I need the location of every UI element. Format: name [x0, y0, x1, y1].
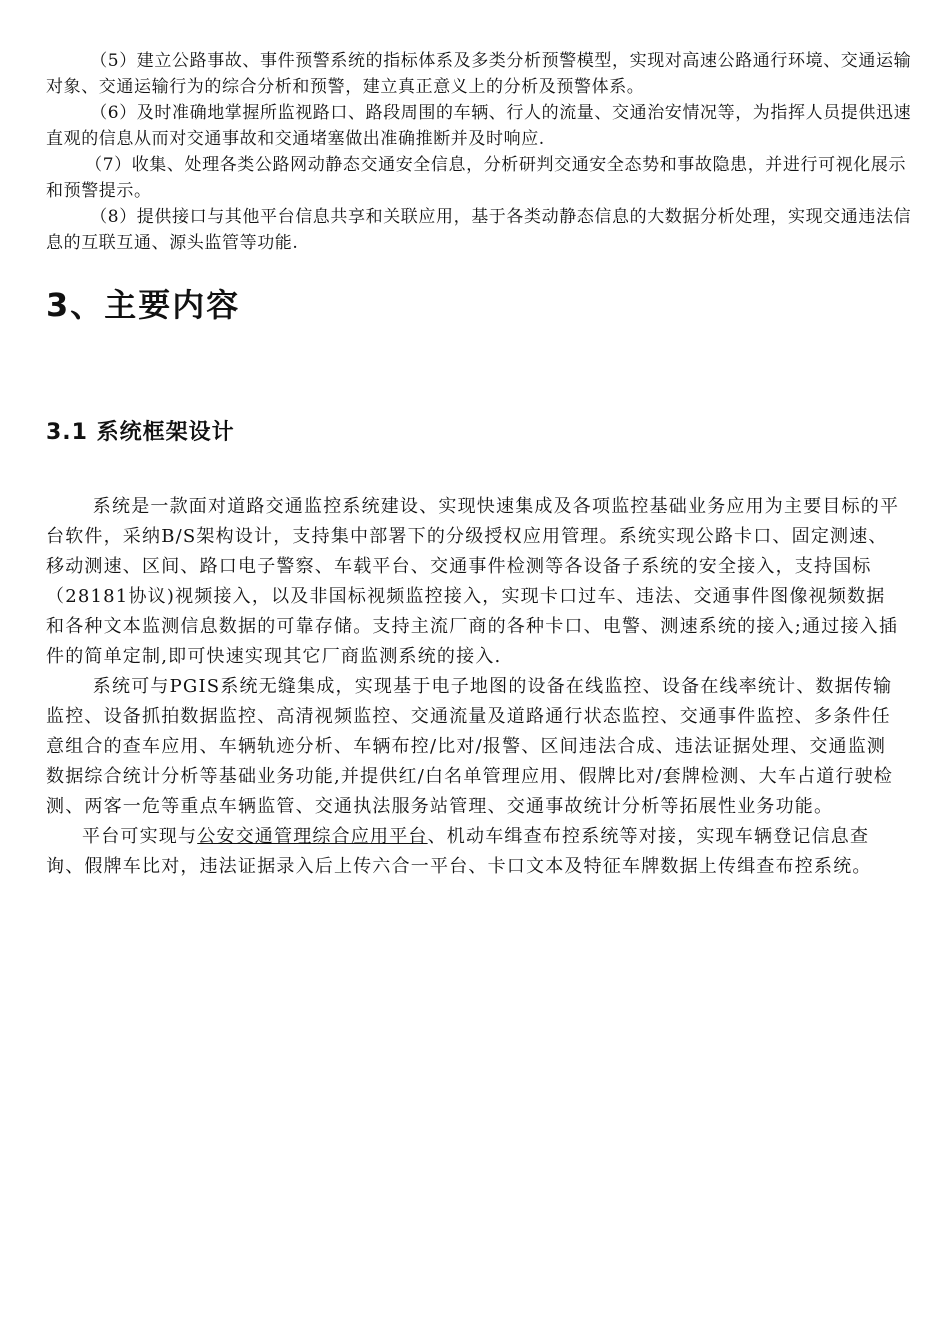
- objective-item-7: （7）收集、处理各类公路网动静态交通安全信息，分析研判交通安全态势和事故隐患，并进行可视化展示和预警提示。: [46, 155, 907, 201]
- objective-item-8: （8）提供接口与其他平台信息共享和关联应用，基于各类动静态信息的大数据分析处理，实现交通违法信息的互联互通、源头监管等功能.: [46, 207, 912, 253]
- objective-item-5: （5）建立公路事故、事件预警系统的指标体系及多类分析预警模型，实现对高速公路通行环境、交通运输对象、交通运输行为的综合分析和预警，建立真正意义上的分析及预警体系。: [46, 51, 912, 97]
- objective-item-6: （6）及时准确地掌握所监视路口、路段周围的车辆、行人的流量、交通治安情况等，为指挥人员提供迅速直观的信息从而对交通事故和交通堵塞做出准确推断并及时响应.: [46, 103, 912, 149]
- body-paragraph-3: [46, 822, 904, 882]
- paragraph-3-lead: 平台可实现与: [82, 826, 198, 847]
- body-paragraph-1: 系统是一款面对道路交通监控系统建设、实现快速集成及各项监控基础业务应用为主要目标的平台软件，采纳B/S架构设计，支持集中部署下的分级授权应用管理。系统实现公路卡口、固定测速、移动测速、区间、路口电子警察、车载平台、交通事件检测等各设备子系统的安全接入，支持国标（28181协议)视频接入，以及非国标视频监控接入，实现卡口过车、违法、交通事件图像视频数据和各种文本监测信息数据的可靠存储。支持主流厂商的各种卡口、电警、测速系统的接入;通过接入插件的简单定制,即可快速实现其它厂商监测系统的接入.: [46, 496, 900, 667]
- section-body: [46, 492, 904, 882]
- section-heading: 3、主要内容: [46, 286, 241, 324]
- platform-link[interactable]: 公安交通管理综合应用平台: [197, 826, 428, 847]
- body-paragraph-2: 系统可与PGIS系统无缝集成，实现基于电子地图的设备在线监控、设备在线率统计、数据传输监控、设备抓拍数据监控、高清视频监控、交通流量及道路通行状态监控、交通事件监控、多条件任意组合的查车应用、车辆轨迹分析、车辆布控/比对/报警、区间违法合成、违法证据处理、交通监测数据综合统计分析等基础业务功能,并提供红/白名单管理应用、假牌比对/套牌检测、大车占道行驶检测、两客一危等重点车辆监管、交通执法服务站管理、交通事故统计分析等拓展性业务功能。: [46, 676, 894, 817]
- paragraph-3-rest: 、机动车缉查布控系统等对接，实现车辆登记信息查询、假牌车比对，违法证据录入后上传六合一平台、卡口文本及特征车牌数据上传缉查布控系统。: [46, 826, 872, 877]
- objectives-list: [46, 48, 916, 256]
- subsection-heading: 3.1 系统框架设计: [46, 420, 235, 445]
